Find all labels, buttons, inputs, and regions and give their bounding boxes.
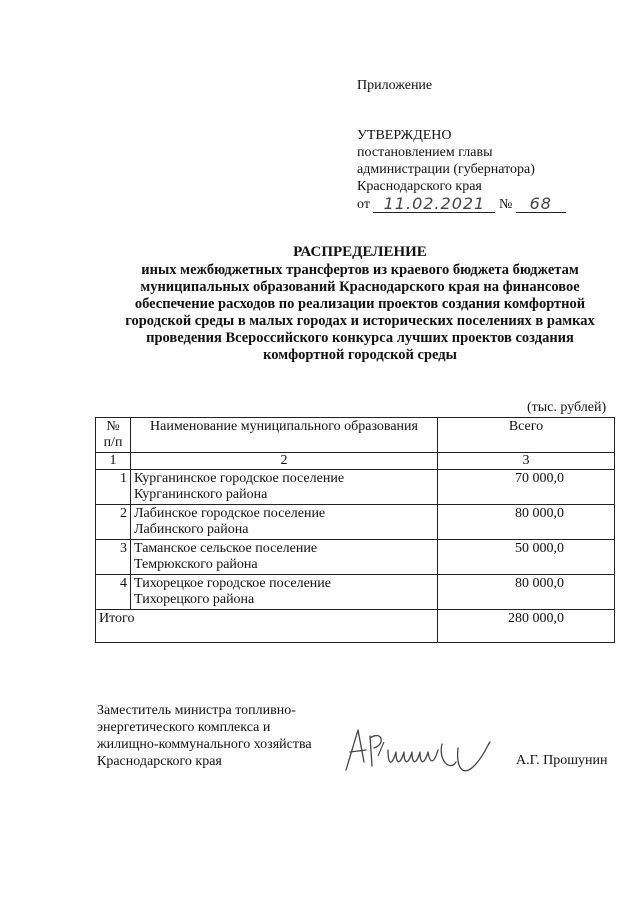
column-number-row [96, 453, 615, 470]
approved-label: УТВЕРЖДЕНО [357, 128, 452, 143]
distribution-table [95, 417, 615, 643]
row-name-line-1: Курганинское городское поселение [134, 471, 345, 486]
row-name-line-1: Таманское сельское поселение [134, 541, 318, 556]
date-handwritten: 11.02.2021 [373, 196, 495, 213]
document-title [60, 244, 640, 364]
appendix-label: Приложение [357, 78, 433, 93]
column-number-1: 1 [96, 453, 131, 470]
row-name-line-1: Лабинское городское поселение [134, 506, 326, 521]
approved-line-3: Краснодарского края [357, 179, 482, 194]
row-value: 50 000,0 [438, 540, 615, 575]
handwritten-signature [338, 722, 508, 784]
row-name-line-2: Темрюкского района [134, 557, 258, 572]
column-number-3: 3 [438, 453, 615, 470]
approved-line-1: постановлением главы [357, 145, 493, 160]
number-prefix: № [498, 197, 513, 212]
column-number-2: 2 [131, 453, 438, 470]
position-line-3: жилищно-коммунального хозяйства [97, 737, 312, 752]
row-name-line-2: Лабинского района [134, 522, 249, 537]
title-line-2: муниципальных образований Краснодарского края на финансовое [140, 279, 580, 295]
title-line-4: городской среды в малых городах и исторических поселениях в рамках [125, 313, 595, 329]
approved-line-2: администрации (губернатора) [357, 162, 535, 177]
header-name: Наименование муниципального образования [131, 418, 438, 453]
position-line-1: Заместитель министра топливно- [97, 703, 296, 718]
row-num: 4 [96, 575, 131, 610]
date-number-line [357, 196, 566, 213]
row-name [131, 470, 438, 505]
total-row [96, 610, 615, 643]
approval-block [357, 127, 566, 213]
date-prefix: от [357, 197, 370, 212]
row-name-line-1: Тихорецкое городское поселение [134, 576, 331, 591]
number-handwritten: 68 [516, 196, 566, 213]
signatory-name: А.Г. Прошунин [516, 753, 608, 768]
position-line-2: энергетического комплекса и [97, 720, 271, 735]
position-line-4: Краснодарского края [97, 754, 222, 769]
row-num: 2 [96, 505, 131, 540]
header-num: № п/п [96, 418, 131, 453]
row-value: 70 000,0 [438, 470, 615, 505]
row-name [131, 540, 438, 575]
row-value: 80 000,0 [438, 575, 615, 610]
table-row [96, 470, 615, 505]
row-num: 1 [96, 470, 131, 505]
row-name [131, 505, 438, 540]
row-name-line-2: Тихорецкого района [134, 592, 255, 607]
table-header-row [96, 418, 615, 453]
table-row [96, 575, 615, 610]
title-line-3: обеспечение расходов по реализации проектов создания комфортной [134, 296, 586, 312]
total-value: 280 000,0 [438, 610, 615, 643]
table-row [96, 505, 615, 540]
row-name-line-2: Курганинского района [134, 487, 268, 502]
signatory-position [97, 702, 312, 770]
total-label: Итого [96, 610, 438, 643]
title-line-5: проведения Всероссийского конкурса лучших проектов создания [146, 330, 574, 346]
title-heading: РАСПРЕДЕЛЕНИЕ [293, 244, 427, 260]
units-label: (тыс. рублей) [527, 400, 607, 415]
header-total: Всего [438, 418, 615, 453]
title-line-6: комфортной городской среды [263, 347, 457, 363]
row-name [131, 575, 438, 610]
title-line-1: иных межбюджетных трансфертов из краевого бюджета бюджетам [141, 262, 579, 278]
row-value: 80 000,0 [438, 505, 615, 540]
row-num: 3 [96, 540, 131, 575]
table-row [96, 540, 615, 575]
